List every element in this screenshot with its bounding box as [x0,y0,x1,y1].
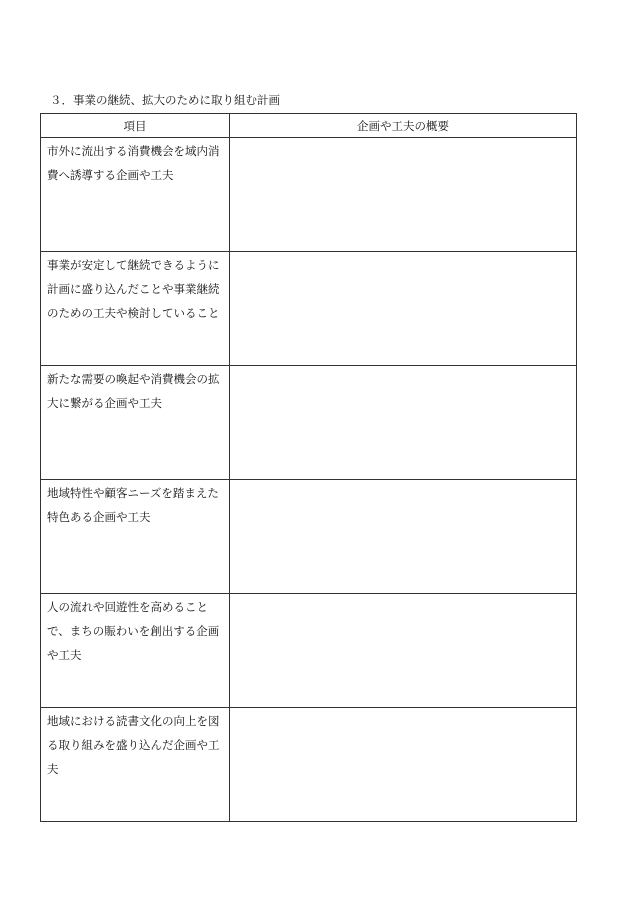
section-title: ３．事業の継続、拡大のために取り組む計画 [50,93,280,107]
plan-table [40,113,577,822]
item-cell: 事業が安定して継続できるように計画に盛り込んだことや事業継続のための工夫や検討していること [41,252,230,366]
header-item: 項目 [41,114,230,138]
table-header-row [41,114,577,138]
overview-cell[interactable] [230,594,577,708]
overview-cell[interactable] [230,366,577,480]
item-cell: 人の流れや回遊性を高めることで、まちの賑わいを創出する企画や工夫 [41,594,230,708]
table-row [41,366,577,480]
table-row [41,252,577,366]
overview-cell[interactable] [230,252,577,366]
overview-cell[interactable] [230,480,577,594]
table-row [41,708,577,822]
item-cell: 地域における読書文化の向上を図る取り組みを盛り込んだ企画や工夫 [41,708,230,822]
table-row [41,480,577,594]
item-cell: 新たな需要の喚起や消費機会の拡大に繋がる企画や工夫 [41,366,230,480]
overview-cell[interactable] [230,708,577,822]
overview-cell[interactable] [230,138,577,252]
header-overview: 企画や工夫の概要 [230,114,577,138]
table-row [41,594,577,708]
item-cell: 地域特性や顧客ニーズを踏まえた特色ある企画や工夫 [41,480,230,594]
table-row [41,138,577,252]
item-cell: 市外に流出する消費機会を域内消費へ誘導する企画や工夫 [41,138,230,252]
